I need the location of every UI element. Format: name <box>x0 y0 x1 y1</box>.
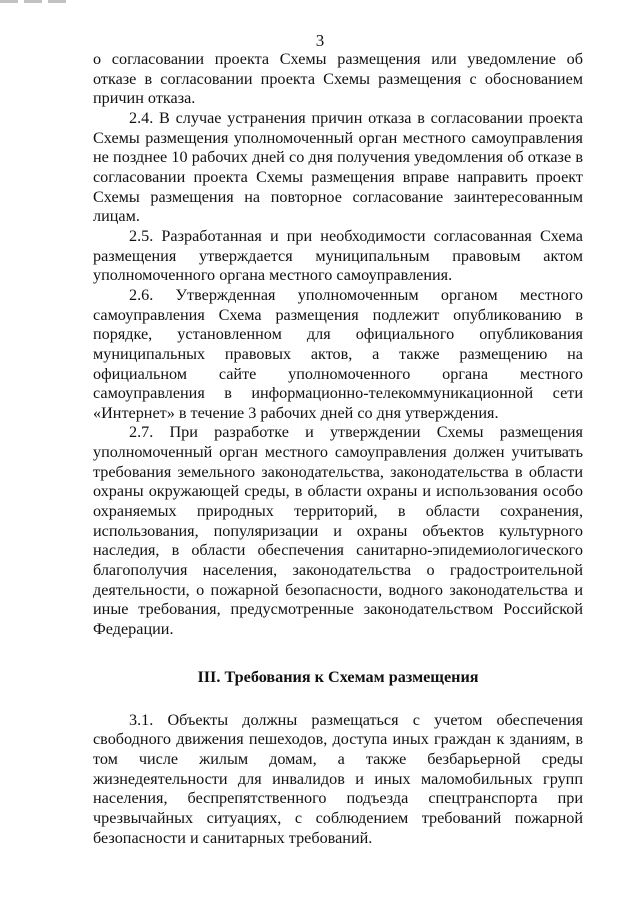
document-body <box>93 50 583 848</box>
paragraph-3-1: 3.1. Объекты должны размещаться с учетом обеспечения свободного движения пешеходов, доступа иных граждан к зданиям, в том числе жилым домам, а также безбарьерной среды жизнедеятельности для инвалидов и иных маломобильных групп населения, беспрепятственного подъезда спецтранспорта при чрезвычайных ситуациях, с соблюдением требований пожарной безопасности и санитарных требований. <box>93 710 583 847</box>
paragraph-2-4: 2.4. В случае устранения причин отказа в согласовании проекта Схемы размещения уполномоченный орган местного самоуправления не позднее 10 рабочих дней со дня получения уведомления об отказе в согласовании проекта Схемы размещения вправе направить проект Схемы размещения на повторное согласование заинтересованным лицам. <box>93 108 583 226</box>
paragraph-2-5: 2.5. Разработанная и при необходимости согласованная Схема размещения утверждается муниципальным правовым актом уполномоченного органа местного самоуправления. <box>93 226 583 285</box>
section-heading: III. Требования к Схемам размещения <box>197 667 479 686</box>
scan-edge-mark <box>0 0 72 3</box>
paragraph-continuation: о согласовании проекта Схемы размещения или уведомление об отказе в согласовании проекта Схемы размещения с обоснованием причин отказа. <box>93 50 583 108</box>
paragraph-2-6: 2.6. Утвержденная уполномоченным органом местного самоуправления Схема размещения подлежит опубликованию в порядке, установленном для официального опубликования муниципальных правовых актов, а также размещению на официальном сайте уполномоченного органа местного самоуправления в информационно-телекоммуникационной сети «Интернет» в течение 3 рабочих дней со дня утверждения. <box>93 285 583 422</box>
paragraph-2-7: 2.7. При разработке и утверждении Схемы размещения уполномоченный орган местного самоуправления должен учитывать требования земельного законодательства, законодательства в области охраны окружающей среды, в области охраны и использования особо охраняемых природных территорий, в области сохранения, использования, популяризации и охраны объектов культурного наследия, в области обеспечения санитарно-эпидемиологического благополучия населения, законодательства о градостроительной деятельности, о пожарной безопасности, водного законодательства и иные требования, предусмотренные законодательством Российской Федерации. <box>93 423 583 639</box>
page-number: 3 <box>315 31 325 50</box>
